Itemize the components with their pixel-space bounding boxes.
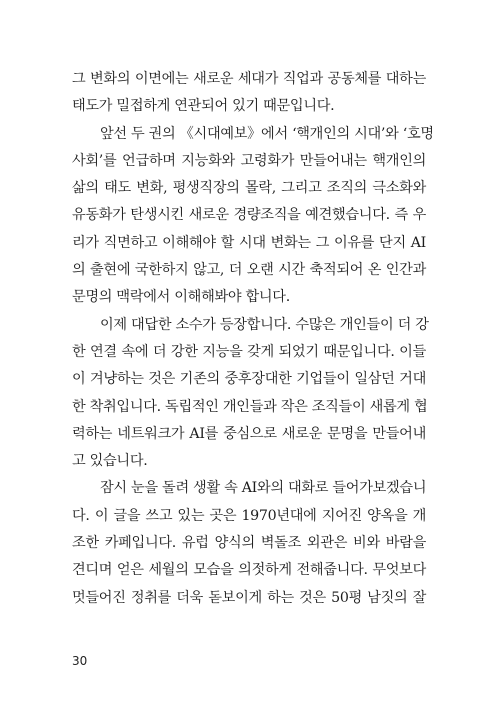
text-line: 견디며 얻은 세월의 모습을 의젓하게 전해줍니다. 무엇보다 [72,562,426,579]
text-line: 삶의 태도 변화, 평생직장의 몰락, 그리고 조직의 극소화와 [72,180,426,197]
text-line: 그 변화의 이면에는 새로운 세대가 직업과 공동체를 대하는 [72,71,426,87]
text-line: 의 출현에 국한하지 않고, 더 오랜 시간 축적되어 온 인간과 [72,262,426,279]
text-line: 태도가 밀접하게 연관되어 있기 때문입니다. [72,98,335,115]
text-line: 한 연결 속에 더 강한 지능을 갖게 되었기 때문입니다. 이들 [72,343,426,360]
text-line: 앞선 두 권의 《시대예보》에서 ‘핵개인의 시대’와 ‘호명 [100,125,434,142]
page-number: 30 [72,654,88,668]
text-line: 유동화가 탄생시킨 새로운 경량조직을 예견했습니다. 즉 우 [72,207,426,224]
text-line: 문명의 맥락에서 이해해봐야 합니다. [72,289,290,306]
text-line: 다. 이 글을 쓰고 있는 곳은 1970년대에 지어진 양옥을 개 [72,507,426,524]
text-line: 고 있습니다. [72,453,148,470]
text-line: 멋들어진 정취를 더욱 돋보이게 하는 것은 50평 남짓의 잘 [72,589,426,606]
text-line: 한 착취입니다. 독립적인 개인들과 작은 조직들이 새롭게 협 [72,398,428,415]
text-line: 력하는 네트워크가 AI를 중심으로 새로운 문명을 만들어내 [72,425,426,442]
text-line: 조한 카페입니다. 유럽 양식의 벽돌조 외관은 비와 바람을 [72,535,426,552]
body-text [72,66,434,612]
text-line: 리가 직면하고 이해해야 할 시대 변화는 그 이유를 단지 AI [72,234,426,251]
text-line: 이 겨냥하는 것은 기존의 중후장대한 기업들이 일삼던 거대 [72,371,426,388]
text-line: 사회’를 언급하며 지능화와 고령화가 만들어내는 핵개인의 [72,152,426,169]
text-line: 이제 대답한 소수가 등장합니다. 수많은 개인들이 더 강 [100,316,429,333]
text-line: 잠시 눈을 돌려 생활 속 AI와의 대화로 들어가보겠습니 [100,480,427,497]
